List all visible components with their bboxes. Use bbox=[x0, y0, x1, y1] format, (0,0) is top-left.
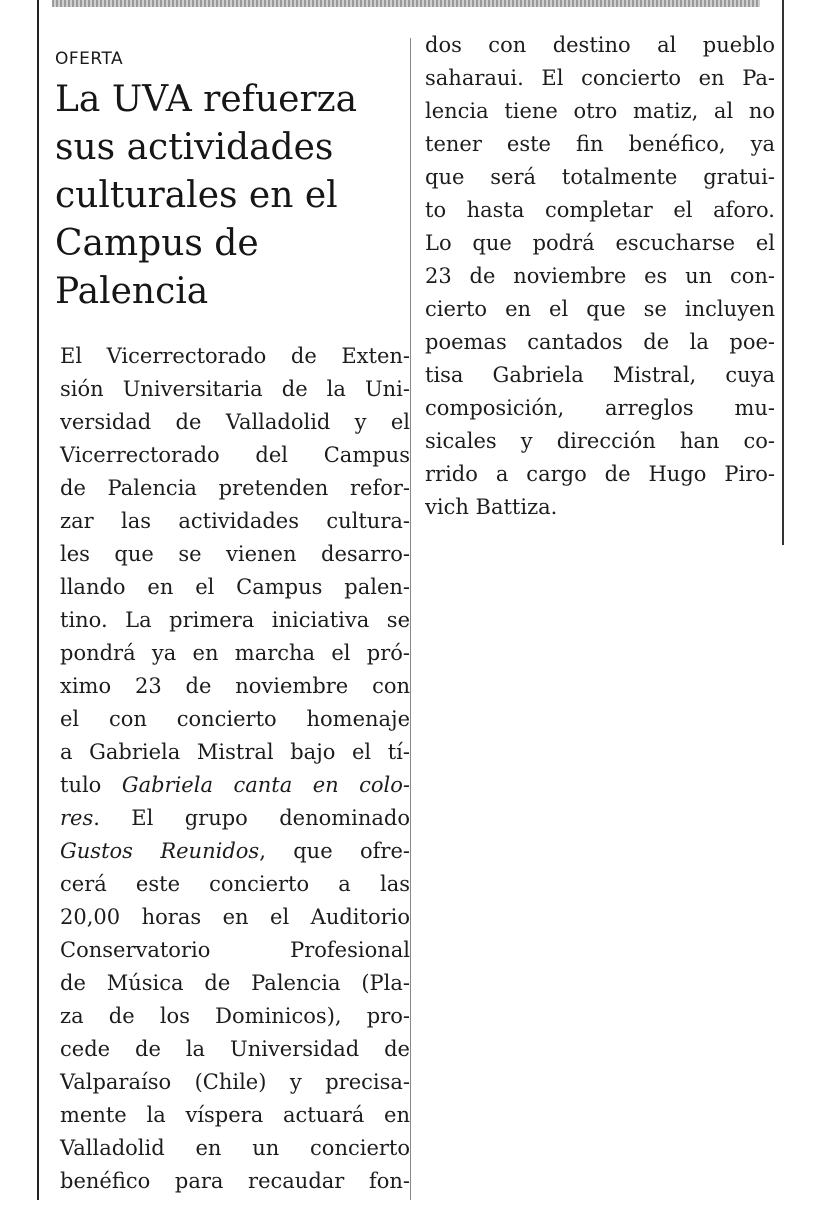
body-line: versidad de Valladolid y el bbox=[60, 410, 410, 434]
body-line: composición, arreglos mu- bbox=[425, 396, 775, 420]
body-line: Vicerrectorado del Campus bbox=[60, 443, 410, 467]
body-line: zar las actividades cultura- bbox=[60, 509, 410, 533]
body-line: vich Battiza. bbox=[425, 495, 558, 519]
body-line: El Vicerrectorado de Exten- bbox=[60, 344, 410, 368]
body-line: tino. La primera iniciativa se bbox=[60, 608, 410, 632]
body-line: Gustos Reunidos, que ofre- bbox=[60, 839, 410, 863]
body-line: cerá este concierto a las bbox=[60, 872, 410, 896]
work-title: res bbox=[60, 806, 94, 830]
body-line: dos con destino al pueblo bbox=[425, 33, 775, 57]
headline-line: Palencia bbox=[55, 271, 209, 312]
headline-line: Campus de bbox=[55, 223, 259, 264]
headline-line: La UVA refuerza bbox=[55, 79, 358, 120]
section-label: OFERTA bbox=[55, 49, 124, 69]
body-column-right bbox=[425, 29, 775, 524]
body-line: poemas cantados de la poe- bbox=[425, 330, 775, 354]
body-line: za de los Dominicos), pro- bbox=[60, 1004, 410, 1028]
headline bbox=[55, 76, 400, 316]
group-name: Gustos Reunidos bbox=[60, 839, 260, 863]
body-line: tener este fin benéfico, ya bbox=[425, 132, 775, 156]
body-line: saharaui. El concierto en Pa- bbox=[425, 66, 775, 90]
body-line: ximo 23 de noviembre con bbox=[60, 674, 410, 698]
body-line: Lo que podrá escucharse el bbox=[425, 231, 775, 255]
body-line: res. El grupo denominado bbox=[60, 806, 410, 830]
body-line: el con concierto homenaje bbox=[60, 707, 410, 731]
body-line: Valparaíso (Chile) y precisa- bbox=[60, 1070, 410, 1094]
top-rule bbox=[52, 0, 760, 7]
left-column-rule bbox=[37, 0, 39, 1200]
body-line: que será totalmente gratui- bbox=[425, 165, 775, 189]
headline-line: culturales en el bbox=[55, 175, 338, 216]
body-line: de Música de Palencia (Pla- bbox=[60, 971, 410, 995]
body-line: sicales y dirección han co- bbox=[425, 429, 775, 453]
body-line: 23 de noviembre es un con- bbox=[425, 264, 775, 288]
body-line: les que se vienen desarro- bbox=[60, 542, 410, 566]
body-line: sión Universitaria de la Uni- bbox=[60, 377, 410, 401]
body-line: tisa Gabriela Mistral, cuya bbox=[425, 363, 775, 387]
body-line: cierto en el que se incluyen bbox=[425, 297, 775, 321]
body-line: a Gabriela Mistral bajo el tí- bbox=[60, 740, 410, 764]
body-line: rrido a cargo de Hugo Piro- bbox=[425, 462, 775, 486]
body-column-left bbox=[60, 340, 410, 1198]
body-line: llando en el Campus palen- bbox=[60, 575, 410, 599]
body-line: 20,00 horas en el Auditorio bbox=[60, 905, 410, 929]
body-line: mente la víspera actuará en bbox=[60, 1103, 410, 1127]
middle-column-rule bbox=[410, 38, 411, 1200]
body-line: pondrá ya en marcha el pró- bbox=[60, 641, 410, 665]
body-line: to hasta completar el aforo. bbox=[425, 198, 775, 222]
work-title: Gabriela canta en colo- bbox=[121, 773, 410, 797]
body-line: tulo Gabriela canta en colo- bbox=[60, 773, 410, 797]
body-line: Valladolid en un concierto bbox=[60, 1136, 410, 1160]
body-line: lencia tiene otro matiz, al no bbox=[425, 99, 775, 123]
body-line: benéfico para recaudar fon- bbox=[60, 1169, 410, 1193]
right-column-rule bbox=[782, 0, 784, 545]
headline-line: sus actividades bbox=[55, 127, 334, 168]
body-line: cede de la Universidad de bbox=[60, 1037, 410, 1061]
body-line: de Palencia pretenden refor- bbox=[60, 476, 410, 500]
body-line: Conservatorio Profesional bbox=[60, 938, 410, 962]
